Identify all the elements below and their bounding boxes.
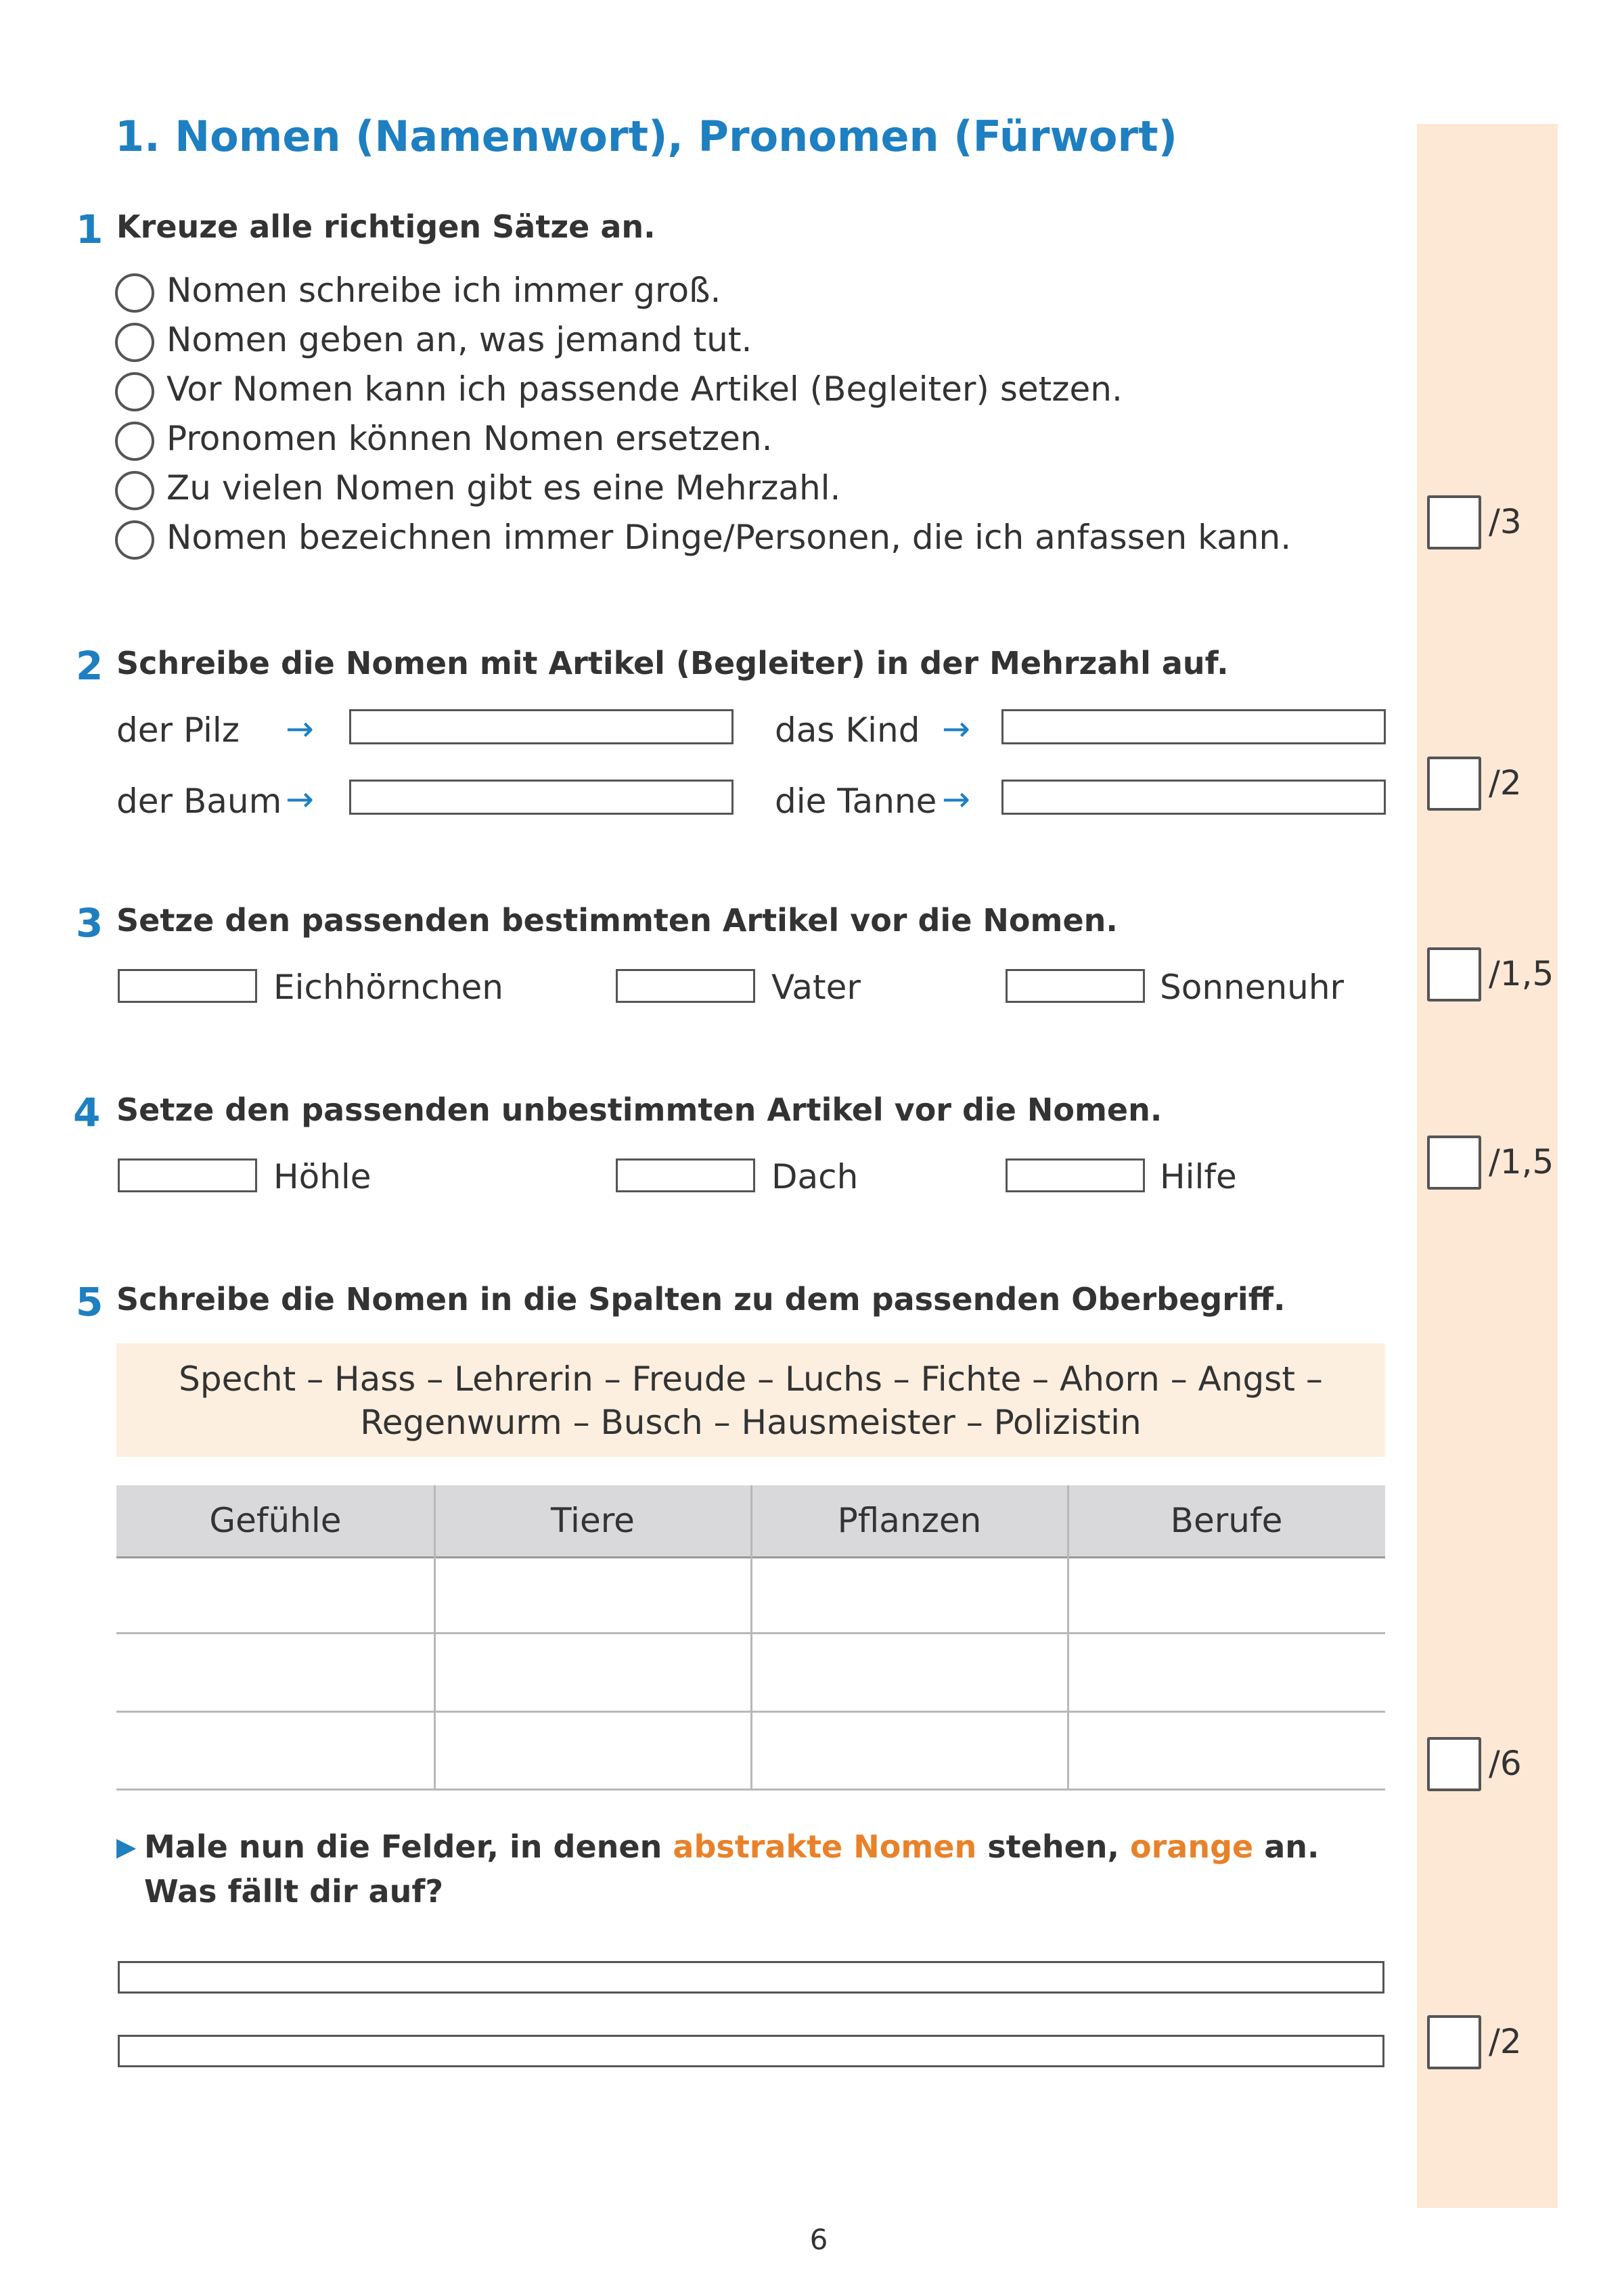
task-number: 5 <box>76 1279 104 1325</box>
noun-word: der Baum <box>116 782 282 821</box>
arrow-icon: → <box>286 780 314 819</box>
table-row-divider <box>116 1788 1385 1791</box>
column-header-tiere: Tiere <box>551 1501 635 1540</box>
highlight-orange: orange <box>1130 1828 1254 1865</box>
arrow-icon: → <box>942 709 970 748</box>
answer-field[interactable] <box>349 709 734 744</box>
page-title: 1. Nomen (Namenwort), Pronomen (Fürwort) <box>115 112 1178 161</box>
checkbox-option-3[interactable] <box>115 372 154 411</box>
noun-word: Hilfe <box>1160 1157 1237 1196</box>
noun-word: Eichhörnchen <box>273 968 503 1007</box>
task-number: 2 <box>76 643 104 689</box>
column-header-pflanzen: Pflanzen <box>837 1501 982 1540</box>
followup-question: Was fällt dir auf? <box>144 1873 444 1910</box>
word-bank-line: Specht – Hass – Lehrerin – Freude – Luchs – Fichte – Ahorn – Angst – <box>179 1359 1323 1399</box>
score-label: /6 <box>1489 1744 1522 1783</box>
column-header-gefuehle: Gefühle <box>209 1501 342 1540</box>
task-number: 3 <box>76 900 104 946</box>
score-label: /1,5 <box>1489 954 1554 993</box>
followup-text: an. <box>1253 1828 1320 1865</box>
highlight-abstract-nouns: abstrakte Nomen <box>673 1828 977 1865</box>
noun-word: Dach <box>771 1157 859 1196</box>
column-header-berufe: Berufe <box>1170 1501 1283 1540</box>
answer-line[interactable] <box>118 1961 1384 1994</box>
task-instruction: Schreibe die Nomen in die Spalten zu dem passenden Oberbegriff. <box>116 1281 1286 1318</box>
checkbox-option-1[interactable] <box>115 273 154 313</box>
option-text: Nomen geben an, was jemand tut. <box>166 320 752 359</box>
article-field[interactable] <box>616 1158 755 1192</box>
followup-text: stehen, <box>976 1828 1131 1865</box>
article-field[interactable] <box>118 969 257 1003</box>
option-text: Nomen schreibe ich immer groß. <box>166 271 721 310</box>
word-bank <box>116 1343 1385 1457</box>
score-box[interactable] <box>1427 495 1481 549</box>
score-box[interactable] <box>1427 2015 1481 2069</box>
noun-word: das Kind <box>775 711 920 750</box>
score-box[interactable] <box>1427 757 1481 811</box>
noun-word: die Tanne <box>775 782 937 821</box>
option-text: Nomen bezeichnen immer Dinge/Personen, die ich anfassen kann. <box>166 518 1292 557</box>
table-cell[interactable] <box>116 1556 434 1632</box>
noun-word: Höhle <box>273 1157 371 1196</box>
score-label: /2 <box>1489 2022 1522 2061</box>
table-cell[interactable] <box>752 1634 1067 1711</box>
table-cell[interactable] <box>436 1556 750 1632</box>
table-cell[interactable] <box>436 1634 750 1711</box>
answer-field[interactable] <box>1001 709 1386 744</box>
score-box[interactable] <box>1427 1135 1481 1190</box>
noun-word: Sonnenuhr <box>1160 968 1345 1007</box>
followup-instruction <box>144 1828 1320 1865</box>
table-cell[interactable] <box>752 1556 1067 1632</box>
answer-field[interactable] <box>349 780 734 815</box>
table-cell[interactable] <box>1069 1713 1385 1788</box>
table-cell[interactable] <box>752 1713 1067 1788</box>
arrow-icon: → <box>942 780 970 819</box>
page-number: 6 <box>809 2223 828 2256</box>
checkbox-option-4[interactable] <box>115 422 154 461</box>
table-cell[interactable] <box>1069 1634 1385 1711</box>
option-text: Pronomen können Nomen ersetzen. <box>166 419 773 458</box>
article-field[interactable] <box>118 1158 257 1192</box>
table-cell[interactable] <box>116 1634 434 1711</box>
task-instruction: Setze den passenden unbestimmten Artikel vor die Nomen. <box>116 1091 1163 1128</box>
checkbox-option-5[interactable] <box>115 471 154 510</box>
triangle-bullet-icon: ▶ <box>116 1832 137 1862</box>
noun-word: der Pilz <box>116 711 240 750</box>
table-cell[interactable] <box>116 1713 434 1788</box>
arrow-icon: → <box>286 709 314 748</box>
score-box[interactable] <box>1427 1737 1481 1791</box>
task-instruction: Schreibe die Nomen mit Artikel (Begleiter) in der Mehrzahl auf. <box>116 645 1229 681</box>
task-number: 4 <box>73 1089 101 1135</box>
table-cell[interactable] <box>436 1713 750 1788</box>
task-instruction: Kreuze alle richtigen Sätze an. <box>116 208 656 245</box>
word-bank-line: Regenwurm – Busch – Hausmeister – Polizistin <box>360 1403 1142 1442</box>
answer-field[interactable] <box>1001 780 1386 815</box>
checkbox-option-2[interactable] <box>115 323 154 362</box>
article-field[interactable] <box>616 969 755 1003</box>
noun-word: Vater <box>771 968 861 1007</box>
option-text: Vor Nomen kann ich passende Artikel (Begleiter) setzen. <box>166 369 1123 409</box>
task-instruction: Setze den passenden bestimmten Artikel vor die Nomen. <box>116 902 1118 939</box>
article-field[interactable] <box>1006 1158 1145 1192</box>
checkbox-option-6[interactable] <box>115 520 154 560</box>
score-box[interactable] <box>1427 947 1481 1001</box>
answer-line[interactable] <box>118 2035 1384 2067</box>
option-text: Zu vielen Nomen gibt es eine Mehrzahl. <box>166 468 841 508</box>
followup-text: Male nun die Felder, in denen <box>144 1828 673 1865</box>
score-label: /2 <box>1489 763 1522 803</box>
table-cell[interactable] <box>1069 1556 1385 1632</box>
score-label: /1,5 <box>1489 1142 1554 1181</box>
task-number: 1 <box>76 206 104 252</box>
score-label: /3 <box>1489 502 1522 541</box>
article-field[interactable] <box>1006 969 1145 1003</box>
